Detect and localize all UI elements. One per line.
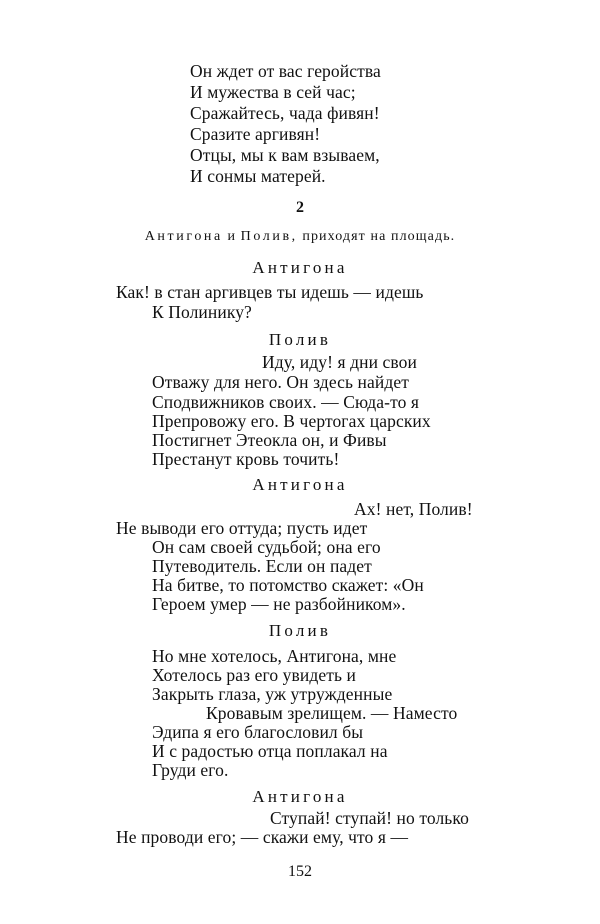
stage-direction-conjunction: и [222,229,241,244]
verse-line: Он сам своей судьбой; она его [152,537,381,557]
verse-line: На битве, то потомство скажет: «Он [152,575,424,595]
speaker-name: Полив [268,330,332,349]
section-number: 2 [296,199,304,216]
speaker-name: Антигона [252,787,348,806]
verse-line: Он ждет от вас геройства [190,61,381,81]
stage-direction-name-antigona: Антигона [144,229,223,244]
verse-line: К Полинику? [152,302,252,322]
verse-line: Эдипа я его благословил бы [152,722,364,742]
page-number: 152 [288,863,312,880]
verse-line: Отважу для него. Он здесь найдет [152,372,409,392]
verse-line: Престанут кровь точить! [152,449,340,469]
speaker-name: Антигона [252,475,348,494]
verse-line: Героем умер — не разбойником». [152,594,406,614]
verse-line: Сражайтесь, чада фивян! [190,103,380,123]
verse-line: Отцы, мы к вам взываем, [190,145,380,165]
verse-line: Но мне хотелось, Антигона, мне [152,646,397,666]
verse-line: Сподвижников своих. — Сюда-то я [152,392,420,412]
verse-line: Не выводи его оттуда; пусть идет [116,518,368,538]
verse-line: И сонмы матерей. [190,166,326,186]
verse-line: Ступай! ступай! но только [270,808,469,828]
verse-line: Хотелось раз его увидеть и [152,665,356,685]
verse-line: Груди его. [152,760,229,780]
verse-line: Путеводитель. Если он падет [152,556,372,576]
verse-line: И с радостью отца поплакал на [152,741,388,761]
verse-line: Сразите аргивян! [190,124,321,144]
verse-line: Закрыть глаза, уж утружденные [152,684,393,704]
verse-line: Иду, иду! я дни свои [262,352,417,372]
verse-line: Не проводи его; — скажи ему, что я — [116,827,409,847]
verse-line: И мужества в сей час; [190,82,356,102]
verse-line: Постигнет Этеокла он, и Фивы [152,430,387,450]
verse-line: Кровавым зрелищем. — Наместо [206,703,458,723]
verse-line: Как! в стан аргивцев ты идешь — идешь [116,282,424,302]
speaker-name: Антигона [252,258,348,277]
verse-line: Препровожу его. В чертогах царских [152,411,431,431]
stage-direction-name-poliv: Полив, [240,229,298,244]
speaker-name: Полив [268,621,332,640]
stage-direction [0,228,600,246]
verse-line: Ах! нет, Полив! [354,499,473,519]
stage-direction-text: приходят на площадь. [297,229,456,244]
